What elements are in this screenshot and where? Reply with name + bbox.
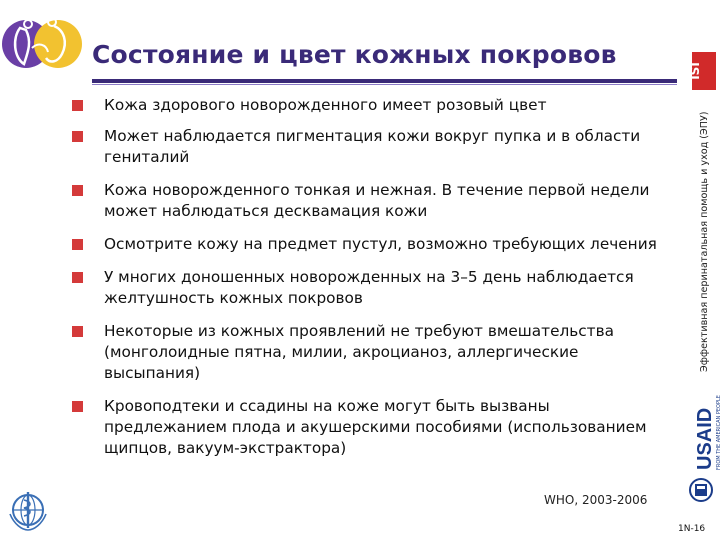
bullet-marker [72,131,83,142]
usaid-tagline: FROM THE AMERICAN PEOPLE [716,395,722,470]
bullet-marker [72,401,83,412]
bullet-marker [72,185,83,196]
bullet-item: Некоторые из кожных проявлений не требуют вмешательства (монголоидные пятна, милии, акроцианоз, аллергические высыпания) [64,321,676,384]
bullet-item: Может наблюдается пигментация кожи вокруг пупка и в области гениталий [64,126,676,168]
slide-number: 1N-16 [678,524,706,534]
bullet-marker [72,100,83,111]
title-underline-thin [92,84,677,85]
bullet-marker [72,326,83,337]
bullet-item: Кожа новорожденного тонкая и нежная. В течение первой недели может наблюдаться десквамация кожи [64,180,676,222]
source-credit: WHO, 2003-2006 [544,493,648,507]
bullet-item: Кровоподтеки и ссадины на коже могут быть вызваны предлежанием плода и акушерскими пособиями (использованием щипцов, вакуум-экстрактора) [64,396,676,459]
bullet-marker [72,239,83,250]
isi-badge: ISI [692,52,716,90]
bullet-item: Кожа здорового новорожденного имеет розовый цвет [64,95,676,116]
who-emblem [6,488,50,532]
bullet-list [64,95,676,459]
mother-baby-logo [2,8,84,80]
slide-title: Состояние и цвет кожных покровов [92,40,617,69]
title-underline [92,79,677,83]
bullet-item: Осмотрите кожу на предмет пустул, возможно требующих лечения [64,234,676,255]
side-caption: Эффективная перинатальная помощь и уход (ЭПУ) [699,111,710,372]
bullet-item: У многих доношенных новорожденных на 3–5 день наблюдается желтушность кожных покровов [64,267,676,309]
bullet-marker [72,272,83,283]
usaid-logo-text: USAID [694,407,716,470]
